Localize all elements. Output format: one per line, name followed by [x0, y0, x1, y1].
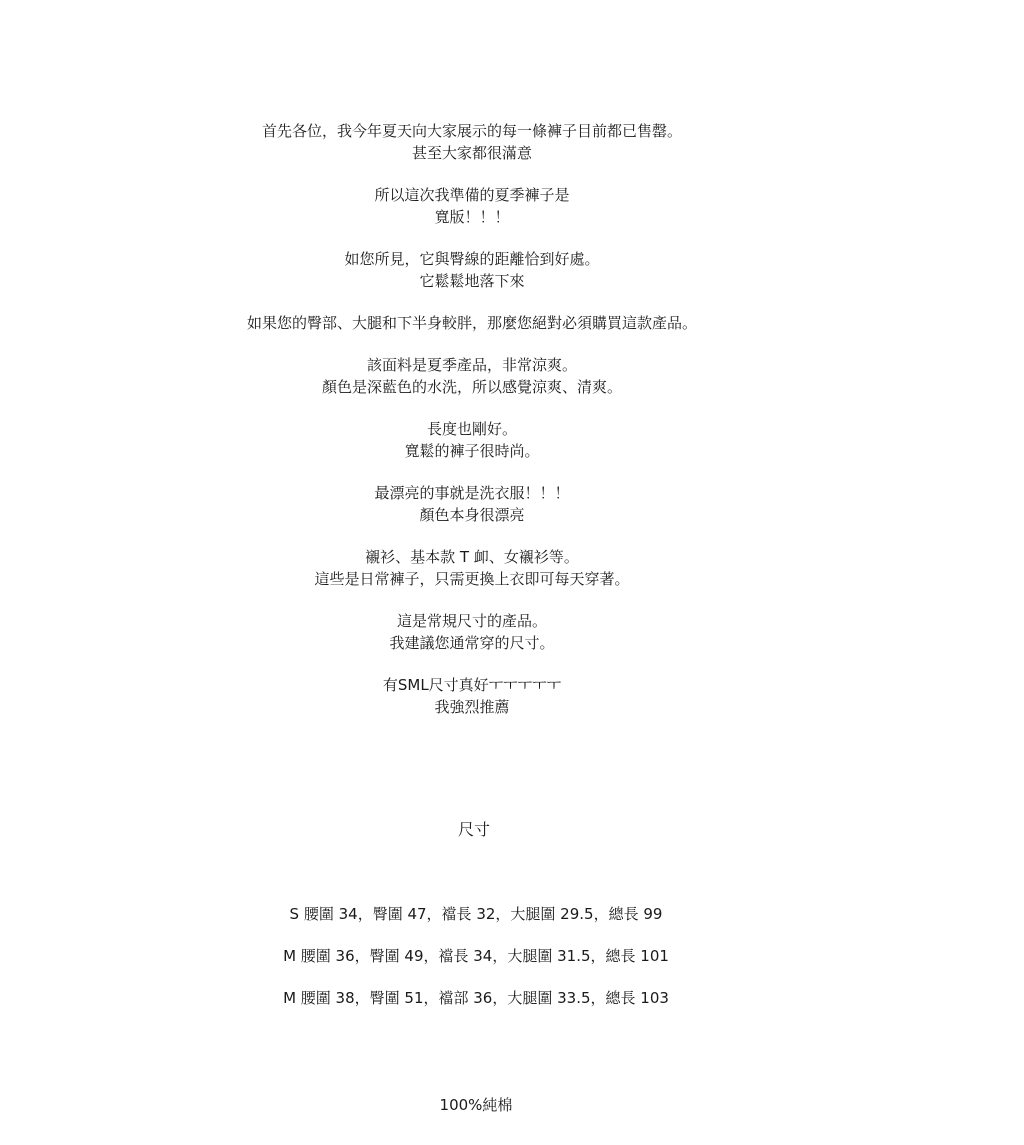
text-line: 甚至大家都很滿意: [411, 144, 532, 162]
text-line: 如您所見，它與臀線的距離恰到好處。: [344, 250, 600, 268]
size-row-l: M 腰圍 38，臀圍 51，襠部 36，大腿圍 33.5，總長 103: [283, 989, 669, 1007]
paragraph-fabric: [0, 354, 944, 398]
text-line: 首先各位，我今年夏天向大家展示的每一條褲子目前都已售罄。: [261, 122, 682, 140]
paragraph-styling: [0, 546, 944, 590]
size-row-s: S 腰圍 34，臀圍 47，襠長 32，大腿圍 29.5，總長 99: [289, 905, 663, 923]
text-line: 我強烈推薦: [434, 698, 510, 716]
text-line: 寬鬆的褲子很時尚。: [404, 442, 540, 460]
paragraph-sml-sizes: [0, 674, 944, 718]
text-line: 它鬆鬆地落下來: [419, 272, 525, 290]
paragraph-wash: [0, 482, 944, 526]
text-line: 顏色本身很漂亮: [419, 506, 525, 524]
paragraph-regular-size: [0, 610, 944, 654]
text-line: 這是常規尺寸的產品。: [396, 612, 547, 630]
material-label: 100%純棉: [439, 1096, 513, 1114]
text-line: 如果您的臀部、大腿和下半身較胖，那麼您絕對必須購買這款產品。: [246, 314, 697, 332]
paragraph-wide-pants: [0, 184, 944, 228]
text-line: 有SML尺寸真好ㅜㅜㅜㅜㅜ: [382, 676, 562, 694]
text-line: 所以這次我準備的夏季褲子是: [374, 186, 570, 204]
paragraph-recommendation: [0, 312, 944, 334]
text-line: 我建議您通常穿的尺寸。: [389, 634, 555, 652]
text-line: 襯衫、基本款 T 卹、女襯衫等。: [365, 548, 579, 566]
text-line: 寬版！！！: [434, 208, 510, 226]
size-row-m: M 腰圍 36，臀圍 49，襠長 34，大腿圍 31.5，總長 101: [283, 947, 669, 965]
paragraph-hip-fit: [0, 248, 944, 292]
text-line: 顏色是深藍色的水洗，所以感覺涼爽、清爽。: [321, 378, 622, 396]
text-line: 該面料是夏季產品，非常涼爽。: [366, 356, 577, 374]
description-section: [0, 120, 944, 738]
paragraph-sold-out: [0, 120, 944, 164]
text-line: 這些是日常褲子，只需更換上衣即可每天穿著。: [314, 570, 630, 588]
text-line: 最漂亮的事就是洗衣服！！！: [374, 484, 570, 502]
size-section-title: 尺寸: [457, 820, 490, 839]
size-list: [0, 902, 952, 1028]
paragraph-length: [0, 418, 944, 462]
text-line: 長度也剛好。: [426, 420, 517, 438]
